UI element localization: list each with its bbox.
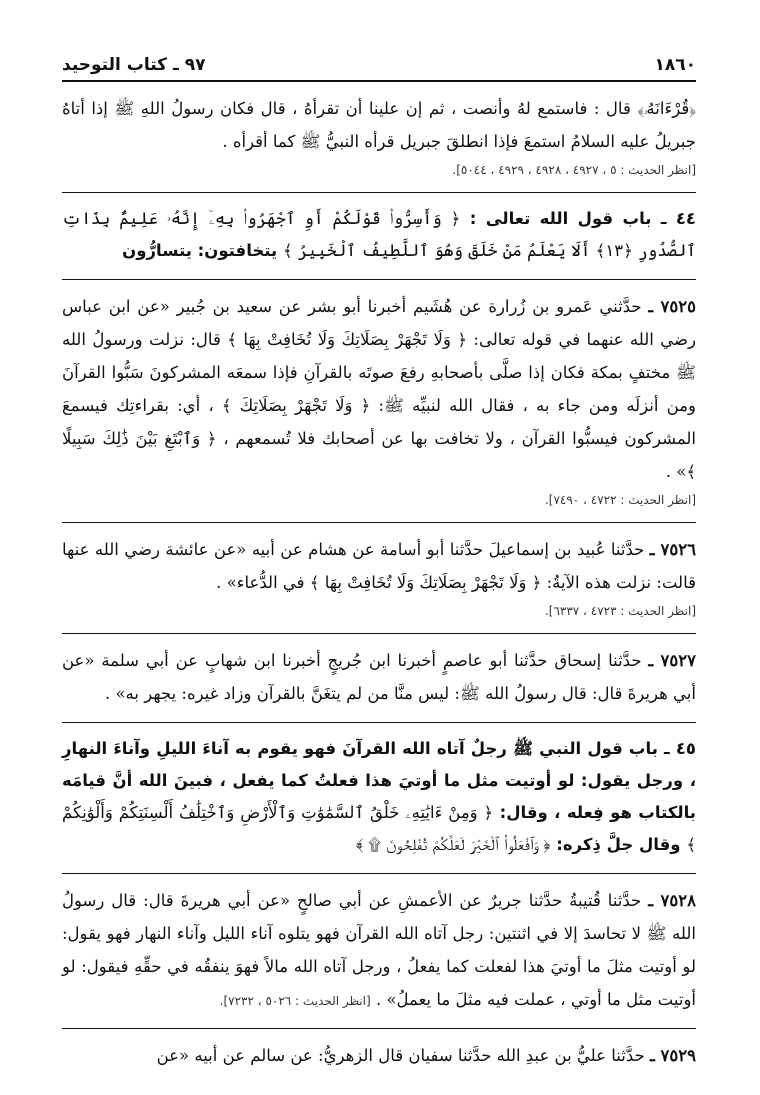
hadith-body: حدَّثنا إسحاق حدَّثنا أبو عاصمٍ أخبرنا ابن جُريجٍ أخبرنا ابن شهابٍ عن أبي سلمة «عن أبي هريرةَ قال: قال رسولُ الله ﷺ: ليس منَّا من لم يتغَنَّ بالقرآن وزاد غيره: يجهر به» . (62, 651, 696, 703)
hadith-reference: [انظر الحديث : ٤٧٢٣ ، ٦٣٣٧]. (544, 604, 696, 618)
hadith-number: ٧٥٢٨ ـ (648, 891, 696, 910)
hadith-text (62, 290, 696, 488)
page-number: ١٨٦٠ (654, 55, 696, 75)
hadith-text (62, 533, 696, 599)
quran-verse: ﴿ وَمِنْ ءَايَٰتِهِۦ خَلْقُ ٱلسَّمَٰوَٰتِ وَٱلْأَرْضِ وَٱخْتِلَٰفُ أَلْسِنَتِكُمْ وَأَلْوَٰنِكُمْ ﴾ (62, 803, 696, 854)
divider (62, 873, 696, 874)
divider (62, 522, 696, 523)
hadith-text (62, 644, 696, 710)
chapter-lead: ٤٤ ـ باب قول الله تعالى : (469, 209, 697, 228)
paragraph-text: ﴿قُرْءَانَهُۥ﴾ قال : فاستمع لهُ وأنصت ، ثم إن علينا أن تقرأهُ ، قال فكان رسولُ اللهِ ﷺ إذا أتاهُ جبريلُ عليه السلامُ استمعَ فإذا انطلقَ جبريل قرأه النبيُّ ﷺ كما أقرأه . (62, 99, 696, 151)
chapter-45 (62, 733, 696, 861)
hadith-number: ٧٥٢٦ ـ (649, 540, 696, 559)
hadith-number: ٧٥٢٩ ـ (649, 1046, 696, 1065)
hadith-7528 (62, 884, 696, 1016)
hadith-number: ٧٥٢٥ ـ (648, 297, 696, 316)
chapter-heading (62, 203, 696, 267)
divider (62, 1028, 696, 1029)
hadith-text (62, 884, 696, 1016)
quran-verse: ﴿ وَٱفْعَلُوا۟ ٱلْخَيْرَ لَعَلَّكُمْ تُفْلِحُونَ ۩ ﴾ (355, 835, 551, 854)
chapter-gloss: يتخافتون: يتسارُّون (122, 241, 278, 260)
chapter-heading (62, 733, 696, 861)
hadith-body: حدَّثنا قُتيبةُ حدَّثنا جريرٌ عن الأعمشِ عن أبي صالحٍ «عن أبي هريرةَ قال: قال رسولُ الله ﷺ لا تحاسدَ إلا في اثنتين: رجل آتاه الله القرآن فهو يتلوه آناء الليل وآناء النهار فهو يقول: لو أوتيت مثلَ ما أوتيَ هذا لفعلت كما يفعلُ ، ورجل آتاه الله مالاً فهوَ ينفقُه في حقِّهِ فيقول: لو أوتيت مثل ما أوتي ، عملت فيه مثلَ ما يعملُ» . (62, 891, 696, 1009)
chapter-44 (62, 203, 696, 267)
book-title: ٩٧ ـ كتاب التوحيد (62, 55, 206, 75)
chapter-mid: وقال جلَّ ذِكره: (556, 835, 681, 854)
hadith-7527 (62, 644, 696, 710)
hadith-text (62, 1039, 696, 1072)
paragraph-continuation (62, 92, 696, 180)
hadith-7525 (62, 290, 696, 510)
hadith-reference: [انظر الحديث : ٥٠٢٦ ، ٧٢٣٢]. (219, 994, 371, 1008)
hadith-reference: [انظر الحديث : ٤٧٢٢ ، ٧٤٩٠]. (544, 493, 696, 507)
quran-verse: ﴿ وَأَسِرُّوا۟ قَوْلَكُمْ أَوِ ٱجْهَرُوا۟ بِهِۦٓ إِنَّهُۥ عَلِيمٌۢ بِذَاتِ ٱلصُّدُورِ ﴿١٣﴾ أَلَا يَعْلَمُ مَنْ خَلَقَ وَهُوَ ٱللَّطِيفُ ٱلْخَبِيرُ ﴾ (62, 209, 696, 260)
hadith-reference: [انظر الحديث : ٥ ، ٤٩٢٧ ، ٤٩٢٨ ، ٤٩٢٩ ، ٥٠٤٤]. (452, 163, 696, 177)
divider (62, 279, 696, 280)
divider (62, 192, 696, 193)
hadith-body: حدَّثنا عليُّ بن عبدِ الله حدَّثنا سفيان قال الزهريُّ: عن سالم عن أبيه «عن (156, 1046, 645, 1065)
hadith-number: ٧٥٢٧ ـ (648, 651, 696, 670)
divider (62, 722, 696, 723)
running-header (62, 55, 696, 82)
hadith-body: حدَّثنا عُبيد بن إسماعيلَ حدَّثنا أبو أسامة عن هشام عن أبيه «عن عائشة رضي الله عنها قالت: نزلت هذه الآيةُ: ﴿ وَلَا تَجْهَرْ بِصَلَاتِكَ وَلَا تُخَافِتْ بِهَا ﴾ في الدُّعاء» . (62, 540, 696, 592)
page (62, 55, 696, 1080)
hadith-7529 (62, 1039, 696, 1072)
hadith-body: حدَّثني عَمرو بن زُرارة عن هُشَيم أخبرنا أبو بشر عن سعيد بن جُبير «عن ابن عباس رضي الله عنهما في قوله تعالى: ﴿ وَلَا تَجْهَرْ بِصَلَاتِكَ وَلَا تُخَافِتْ بِهَا ﴾ قال: نزلت ورسولُ الله ﷺ مختفٍ بمكة فكان إذا صلَّى بأصحابهِ رفعَ صوتَه بالقرآنِ فإذا سمعَه المشركونَ سَبُّوا القرآنَ ومن أنزلَه ومن جاء به ، فقال الله لنبيِّه ﷺ: ﴿ وَلَا تَجْهَرْ بِصَلَاتِكَ ﴾ ، أي: بقراءتِك فيسمعَ المشركون فيسبُّوا القرآن ، ولا تخافت بها عن أصحابك فلا تُسمعهم ، ﴿ وَٱبْتَغِ بَيْنَ ذَٰلِكَ سَبِيلًا ﴾» . (62, 297, 697, 481)
hadith-7526 (62, 533, 696, 621)
divider (62, 633, 696, 634)
chapter-lead: ٤٥ ـ باب قول النبي ﷺ رجلٌ آتاه الله القرآنَ فهو يقوم به آناءَ الليلِ وآناءَ النهارِ ، ورجل يقول: لو أوتيت مثل ما أوتيَ هذا فعلتُ كما يفعل ، فبينَ الله أنَّ قيامَه بالكتاب هو فِعله ، وقال: (62, 739, 696, 822)
